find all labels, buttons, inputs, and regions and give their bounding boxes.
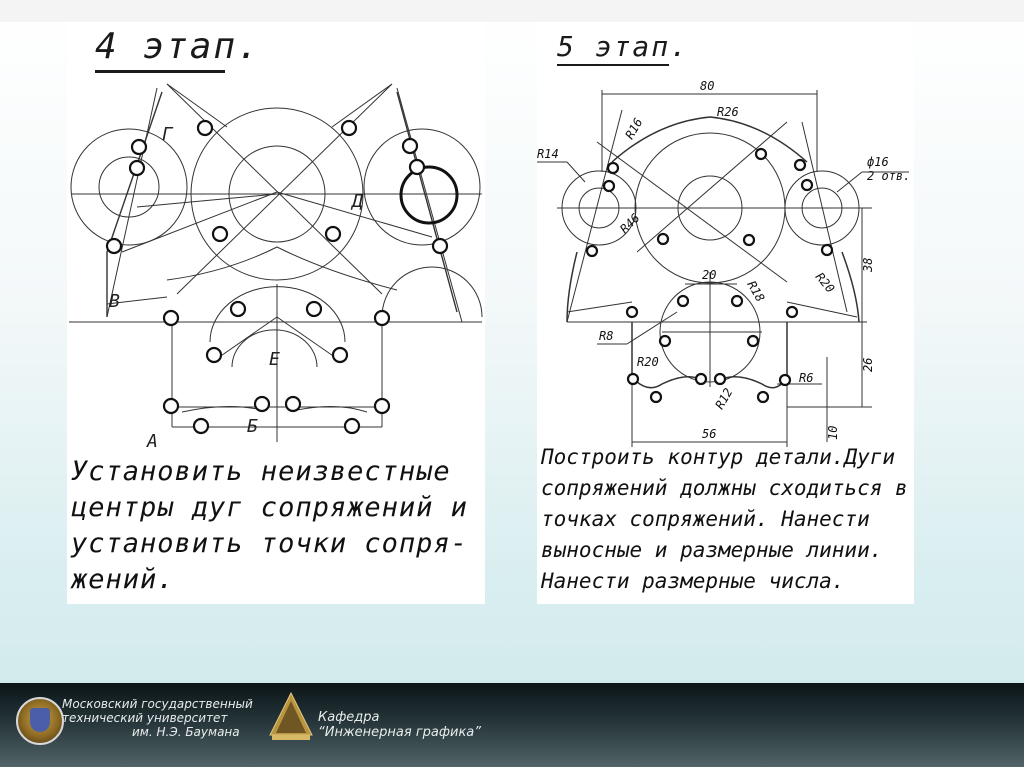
stage-4-panel — [67, 22, 485, 604]
point-label-v: В — [109, 291, 120, 312]
caption-line: сопряжений должны сходиться в — [541, 476, 908, 500]
dim-hole-count: 2 отв. — [867, 169, 911, 183]
stage-4-caption — [71, 454, 468, 598]
title-underline — [557, 64, 669, 66]
department-logo-icon — [268, 691, 314, 743]
dim-r20-left: R20 — [637, 355, 659, 369]
caption-line: установить точки сопря- — [71, 528, 468, 559]
dim-r16: R16 — [622, 115, 646, 142]
dim-80: 80 — [700, 79, 715, 93]
footer-bar — [0, 683, 1024, 767]
dim-56: 56 — [702, 427, 717, 441]
dim-r14: R14 — [537, 147, 559, 161]
university-line: Московский государственный — [62, 697, 253, 711]
dim-r26: R26 — [717, 105, 739, 119]
dim-10: 10 — [826, 425, 840, 440]
point-label-b: Б — [247, 416, 258, 437]
dim-r20-right: R20 — [812, 269, 838, 296]
caption-line: центры дуг сопряжений и — [71, 492, 468, 523]
title-underline — [95, 70, 225, 73]
university-emblem-icon — [16, 697, 64, 745]
dim-20: 20 — [702, 268, 717, 282]
dim-r18: R18 — [744, 278, 768, 305]
caption-line: жений. — [71, 564, 175, 595]
stage-4-title: 4 этап. — [95, 26, 261, 67]
stage-5-caption — [541, 442, 908, 597]
department-line: Кафедра — [318, 710, 380, 725]
department-name — [318, 710, 481, 740]
university-line: технический университет — [62, 711, 228, 725]
stage-5-title: 5 этап. — [557, 30, 690, 63]
dim-r46: R46 — [617, 210, 643, 237]
caption-line: Построить контур детали.Дуги — [541, 445, 896, 469]
caption-line: выносные и размерные линии. — [541, 538, 883, 562]
point-label-g: Г — [162, 124, 173, 145]
dim-r8: R8 — [599, 329, 614, 343]
dim-38: 38 — [861, 257, 875, 272]
department-line: “Инженерная графика” — [318, 725, 482, 740]
caption-line: Установить неизвестные — [71, 456, 451, 487]
top-strip — [0, 0, 1024, 22]
dim-r12: R12 — [712, 385, 736, 412]
point-label-a: А — [147, 431, 158, 452]
highlighted-arc-circle — [401, 167, 457, 223]
university-name — [62, 697, 253, 739]
caption-line: точках сопряжений. Нанести — [541, 507, 870, 531]
dim-hole-diameter: ф16 — [867, 155, 889, 169]
point-label-e: Е — [269, 349, 280, 370]
caption-line: Нанести размерные числа. — [541, 569, 845, 593]
point-label-d: Д — [352, 191, 363, 212]
university-line: им. Н.Э. Баумана — [132, 725, 240, 739]
dim-r6: R6 — [799, 371, 814, 385]
stage-5-panel — [537, 22, 914, 604]
dim-26: 26 — [861, 357, 875, 372]
